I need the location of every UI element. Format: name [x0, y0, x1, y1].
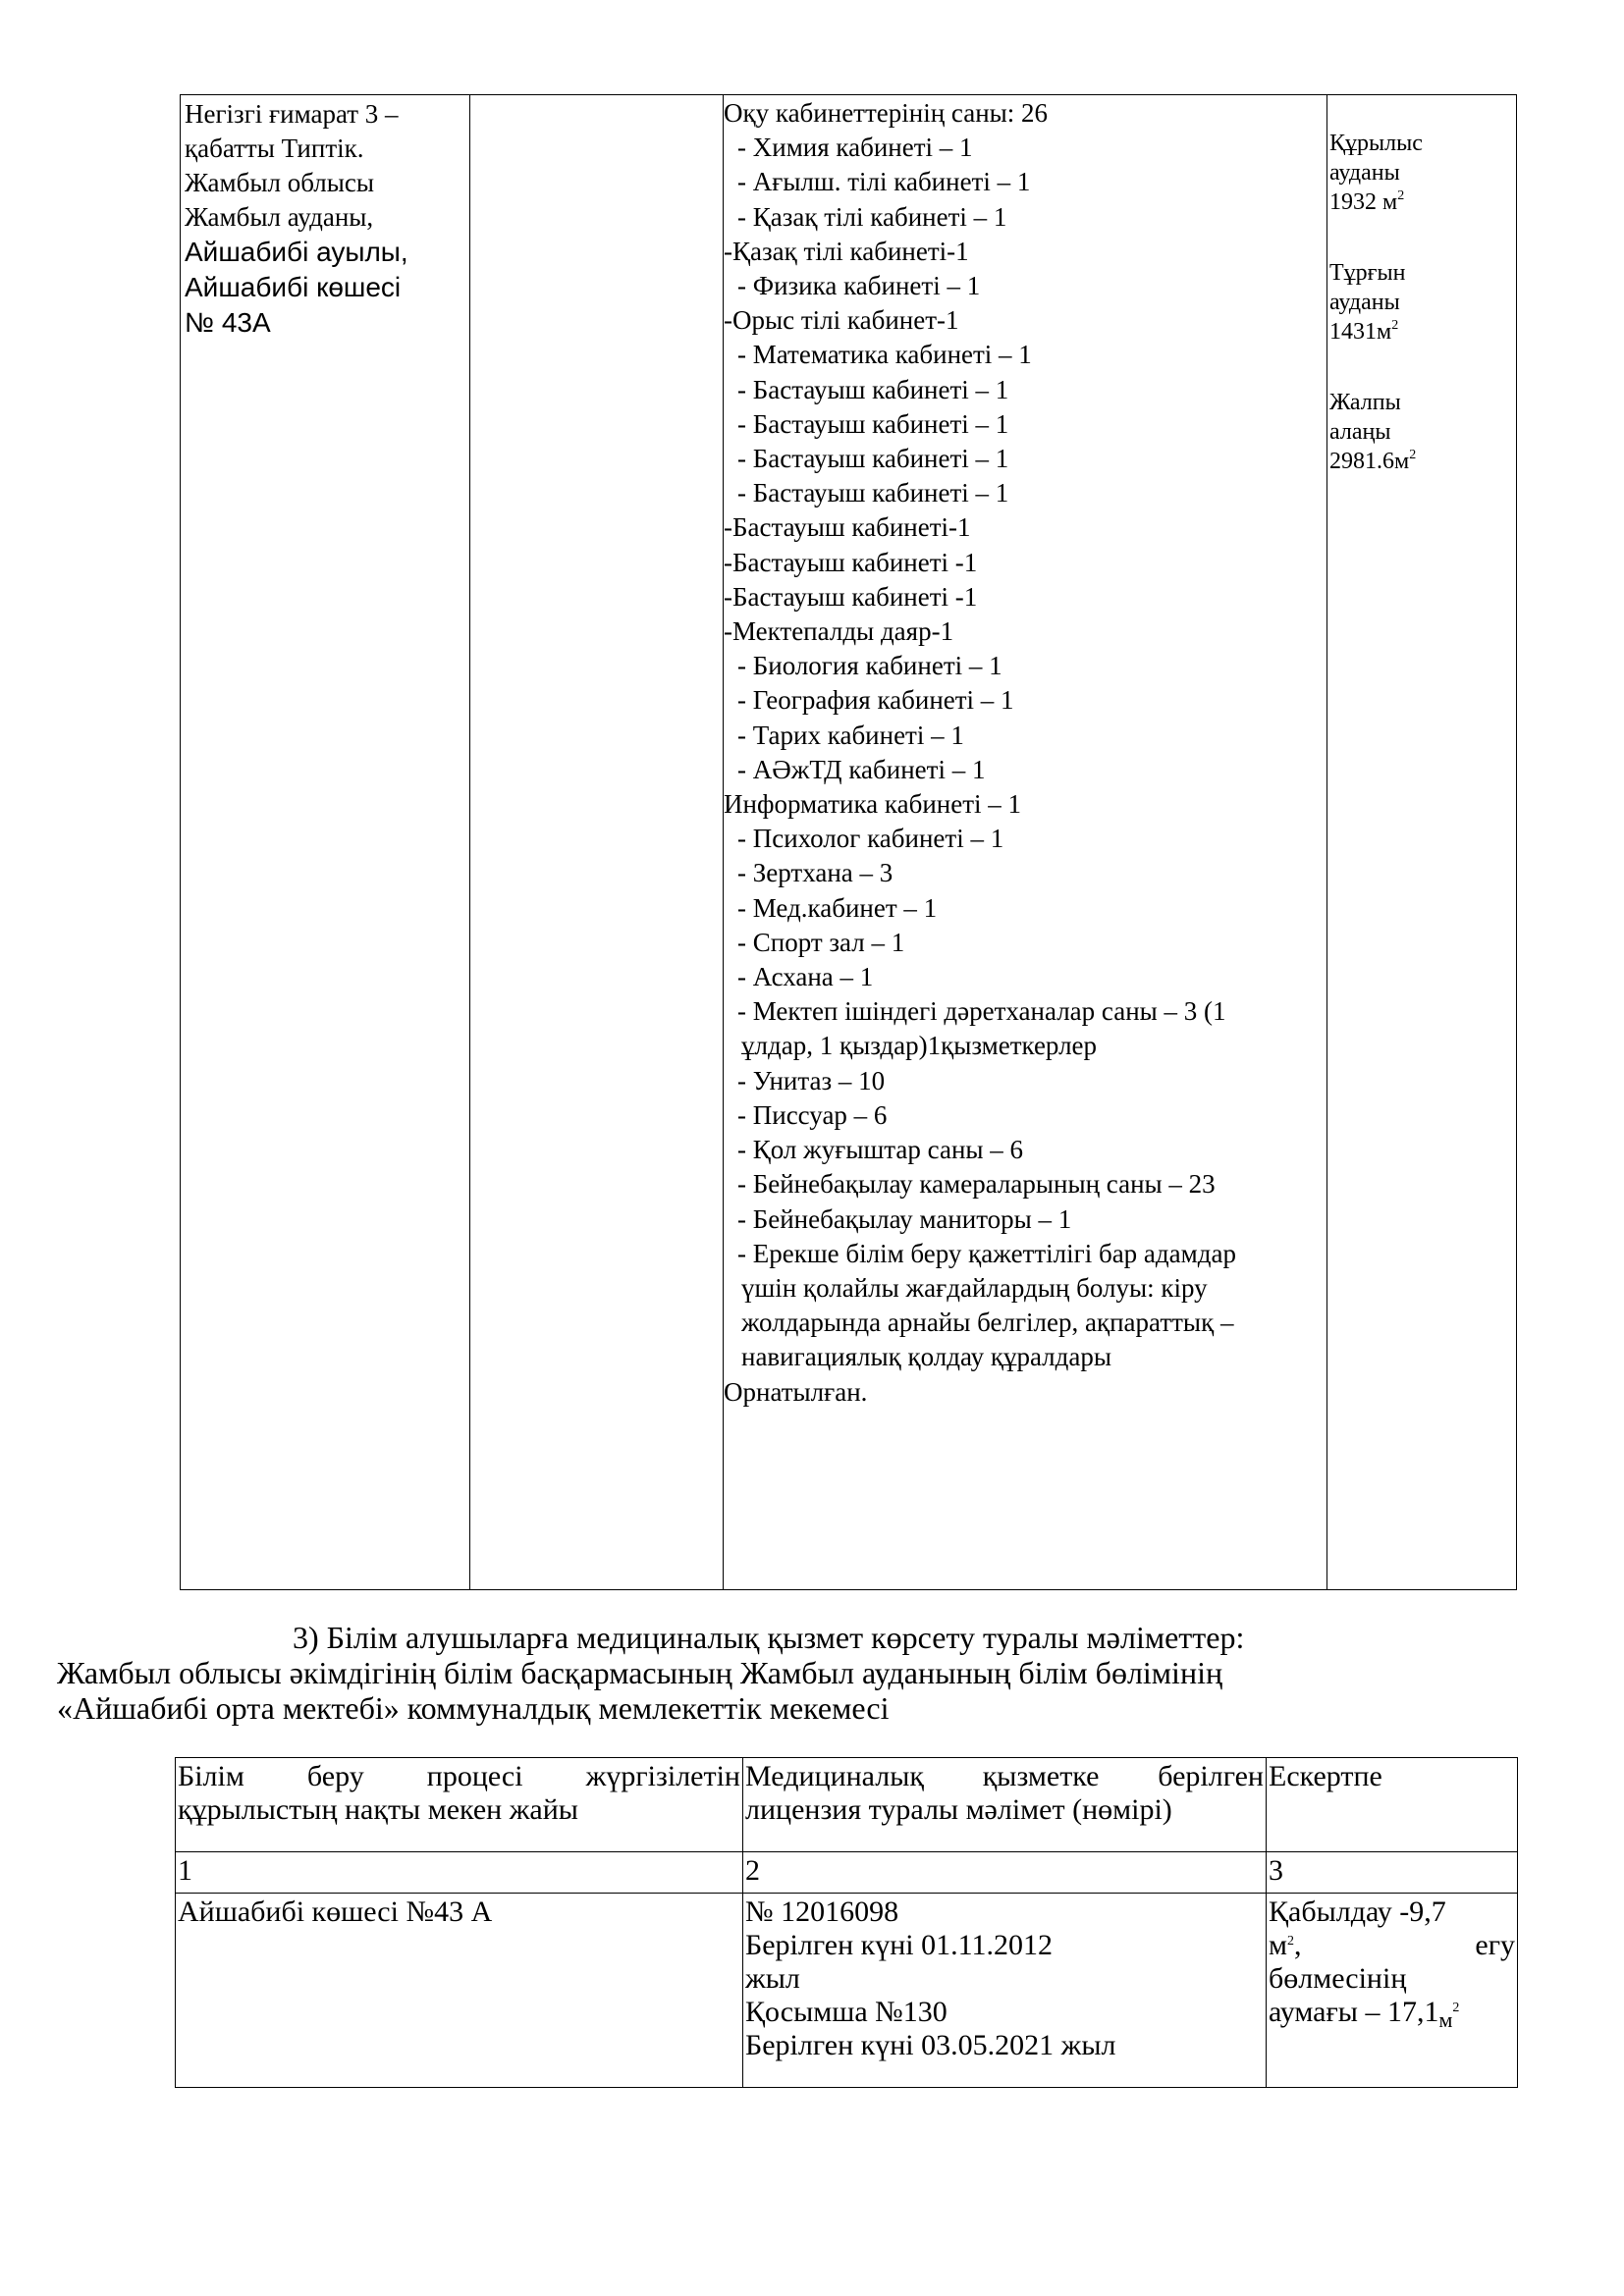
heading-line: 3) Білім алушыларға медициналық қызмет көрсету туралы мәліметтер: [293, 1620, 1245, 1655]
room-item: - Ерекше білім беру қажеттілігі бар адамдар [737, 1238, 1236, 1268]
address-line: Жамбыл облысы [185, 168, 374, 197]
room-item: Информатика кабинеті – 1 [724, 789, 1022, 820]
heading-line: Жамбыл облысы әкімдігінің білім басқармасының Жамбыл ауданының білім бөлімінің [57, 1655, 1223, 1690]
license-cell: № 12016098 Берілген күні 01.11.2012 жыл Қосымша №130 Берілген күні 03.05.2021 жыл [743, 1894, 1267, 2088]
section-heading [57, 1620, 1530, 1726]
room-item: -Орыс тілі кабинет-1 [724, 305, 959, 336]
note-cell: Қабылдау -9,7 $м^2$, егу бөлмесінің аумағы – $17,1_м^2$ [1267, 1894, 1518, 2088]
area-label: ауданы [1329, 290, 1400, 315]
room-item: жолдарында арнайы белгілер, ақпараттық – [741, 1308, 1234, 1338]
room-item: - Биология кабинеті – 1 [737, 651, 1002, 681]
room-item: - Физика кабинеті – 1 [737, 271, 981, 301]
room-item: Орнатылған. [724, 1376, 868, 1407]
room-item: -Бастауыш кабинеті-1 [724, 512, 971, 543]
heading-line: «Айшабибі орта мектебі» коммуналдық мемлекеттік мекемесі [57, 1690, 890, 1726]
room-item: - Ағылш. тілі кабинеті – 1 [737, 167, 1031, 197]
room-item: - Қазақ тілі кабинеті – 1 [737, 201, 1007, 232]
address-line: № 43А [185, 307, 271, 338]
room-item: - Унитаз – 10 [737, 1065, 886, 1095]
room-item: - Спорт зал – 1 [737, 927, 905, 957]
header-cell: Медициналық қызметке берілген лицензия туралы мәлімет (нөмірі) [743, 1758, 1267, 1852]
address-line: Жамбыл ауданы, [185, 202, 374, 232]
area-value: $1431м^2$ [1329, 318, 1399, 345]
header-cell: Ескертпе [1267, 1758, 1518, 1852]
room-item: - Асхана – 1 [737, 962, 874, 992]
building-address-cell [181, 95, 470, 1590]
room-item: - Бастауыш кабинеті – 1 [737, 374, 1009, 404]
room-item: - Бастауыш кабинеті – 1 [737, 478, 1009, 508]
address-cell: Айшабибі көшесі №43 А [176, 1894, 743, 2088]
room-item: - Бейнебақылау маниторы – 1 [737, 1203, 1072, 1234]
room-item: - АӘжТД кабинеті – 1 [737, 754, 986, 784]
room-item: -Бастауыш кабинеті -1 [724, 547, 978, 577]
room-item: - Математика кабинеті – 1 [737, 340, 1032, 370]
column-number: 2 [743, 1852, 1267, 1894]
room-item: - Бейнебақылау камераларының саны – 23 [737, 1169, 1216, 1200]
room-item: - Химия кабинеті – 1 [737, 133, 973, 163]
areas-cell [1327, 95, 1517, 1590]
column-number: 1 [176, 1852, 743, 1894]
room-item: Оқу кабинеттерінің саны: 26 [724, 98, 1049, 128]
area-value: $2981.6м^2$ [1329, 448, 1417, 474]
area-label: Құрылыс [1329, 131, 1423, 156]
room-item: ұлдар, 1 қыздар)1қызметкерлер [741, 1031, 1098, 1061]
room-item: навигациялық қолдау құралдары [741, 1342, 1111, 1372]
header-cell: Білім беру процесі жүргізілетін құрылыстың нақты мекен жайы [176, 1758, 743, 1852]
room-item: - География кабинеті – 1 [737, 685, 1014, 716]
room-item: - Бастауыш кабинеті – 1 [737, 444, 1009, 474]
room-item: - Қол жуғыштар саны – 6 [737, 1135, 1024, 1165]
area-label: Жалпы [1329, 390, 1401, 415]
area-value: 1932 $м^2$ [1329, 188, 1405, 215]
address-line: Негізгі ғимарат 3 – [185, 99, 399, 129]
column-number: 3 [1267, 1852, 1518, 1894]
room-item: - Зертхана – 3 [737, 858, 893, 888]
medical-services-table [175, 1757, 1518, 2088]
address-line: Айшабибі көшесі [185, 272, 402, 302]
area-label: ауданы [1329, 160, 1400, 186]
facilities-table [180, 94, 1517, 1590]
room-item: - Писсуар – 6 [737, 1099, 888, 1130]
room-item: -Қазақ тілі кабинеті-1 [724, 236, 969, 266]
rooms-list [724, 96, 1326, 1410]
area-label: алаңы [1329, 419, 1391, 445]
address-line: Айшабибі ауылы, [185, 237, 408, 267]
room-item: - Мектеп ішіндегі дәретханалар саны – 3 (1 [737, 996, 1226, 1027]
area-label: Тұрғын [1329, 260, 1406, 286]
room-item: - Мед.кабинет – 1 [737, 892, 938, 923]
room-item: үшін қолайлы жағдайлардың болуы: кіру [741, 1272, 1208, 1303]
room-item: - Психолог кабинеті – 1 [737, 824, 1004, 854]
rooms-list-cell [724, 95, 1327, 1590]
empty-cell [470, 95, 724, 1590]
address-line: қабатты Типтік. [185, 133, 364, 163]
room-item: - Тарих кабинеті – 1 [737, 720, 964, 750]
room-item: -Бастауыш кабинеті -1 [724, 581, 978, 612]
room-item: - Бастауыш кабинеті – 1 [737, 408, 1009, 439]
room-item: -Мектепалды даяр-1 [724, 616, 954, 647]
